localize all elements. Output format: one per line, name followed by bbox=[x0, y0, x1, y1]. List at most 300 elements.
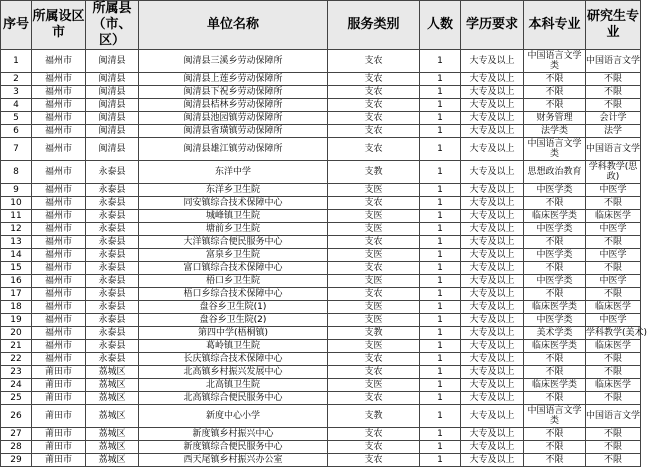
cell-county: 荔城区 bbox=[86, 379, 139, 392]
cell-headcount: 1 bbox=[420, 73, 461, 86]
cell-serial: 5 bbox=[1, 112, 32, 125]
cell-serial: 18 bbox=[1, 301, 32, 314]
cell-education: 大专及以上 bbox=[461, 314, 524, 327]
cell-education: 大专及以上 bbox=[461, 86, 524, 99]
cell-county: 永泰县 bbox=[86, 223, 139, 236]
cell-unit: 北高镇乡村振兴发展中心 bbox=[139, 366, 328, 379]
cell-headcount: 1 bbox=[420, 161, 461, 184]
header-county: 所属县（市、区） bbox=[86, 1, 139, 50]
cell-serial: 16 bbox=[1, 275, 32, 288]
cell-graduate-major: 临床医学 bbox=[586, 210, 641, 223]
cell-headcount: 1 bbox=[420, 314, 461, 327]
header-service-type: 服务类别 bbox=[328, 1, 420, 50]
cell-service-type: 支农 bbox=[328, 353, 420, 366]
cell-county: 永泰县 bbox=[86, 184, 139, 197]
cell-education: 大专及以上 bbox=[461, 197, 524, 210]
cell-service-type: 支农 bbox=[328, 441, 420, 454]
table-row bbox=[1, 50, 641, 73]
cell-education: 大专及以上 bbox=[461, 138, 524, 161]
cell-county: 闽清县 bbox=[86, 86, 139, 99]
table-row bbox=[1, 340, 641, 353]
cell-graduate-major: 中国语言文学 bbox=[586, 405, 641, 428]
cell-education: 大专及以上 bbox=[461, 340, 524, 353]
cell-serial: 24 bbox=[1, 379, 32, 392]
cell-serial: 14 bbox=[1, 249, 32, 262]
cell-county: 永泰县 bbox=[86, 275, 139, 288]
cell-unit: 城峰镇卫生院 bbox=[139, 210, 328, 223]
cell-graduate-major: 不限 bbox=[586, 73, 641, 86]
cell-serial: 10 bbox=[1, 197, 32, 210]
cell-headcount: 1 bbox=[420, 210, 461, 223]
cell-bachelor-major: 不限 bbox=[524, 288, 586, 301]
cell-county: 永泰县 bbox=[86, 353, 139, 366]
cell-city: 福州市 bbox=[32, 112, 86, 125]
cell-service-type: 支农 bbox=[328, 73, 420, 86]
table-row bbox=[1, 275, 641, 288]
cell-headcount: 1 bbox=[420, 340, 461, 353]
table-row bbox=[1, 86, 641, 99]
cell-city: 福州市 bbox=[32, 73, 86, 86]
cell-education: 大专及以上 bbox=[461, 441, 524, 454]
cell-county: 荔城区 bbox=[86, 392, 139, 405]
cell-serial: 1 bbox=[1, 50, 32, 73]
cell-county: 永泰县 bbox=[86, 161, 139, 184]
cell-headcount: 1 bbox=[420, 379, 461, 392]
cell-graduate-major: 不限 bbox=[586, 197, 641, 210]
cell-service-type: 支农 bbox=[328, 86, 420, 99]
cell-service-type: 支教 bbox=[328, 161, 420, 184]
table-row bbox=[1, 379, 641, 392]
cell-headcount: 1 bbox=[420, 353, 461, 366]
cell-unit: 新度镇综合便民服务中心 bbox=[139, 441, 328, 454]
cell-city: 福州市 bbox=[32, 340, 86, 353]
table-row bbox=[1, 314, 641, 327]
cell-education: 大专及以上 bbox=[461, 301, 524, 314]
cell-unit: 同安镇综合技术保障中心 bbox=[139, 197, 328, 210]
table-row bbox=[1, 99, 641, 112]
cell-city: 福州市 bbox=[32, 161, 86, 184]
cell-county: 永泰县 bbox=[86, 262, 139, 275]
cell-education: 大专及以上 bbox=[461, 249, 524, 262]
cell-headcount: 1 bbox=[420, 454, 461, 467]
cell-unit: 新度镇乡村振兴中心 bbox=[139, 428, 328, 441]
cell-education: 大专及以上 bbox=[461, 210, 524, 223]
cell-service-type: 支医 bbox=[328, 210, 420, 223]
cell-bachelor-major: 中国语言文学类 bbox=[524, 405, 586, 428]
cell-graduate-major: 学科教学(美术) bbox=[586, 327, 647, 338]
cell-serial: 22 bbox=[1, 353, 32, 366]
cell-unit: 新度中心小学 bbox=[139, 405, 328, 428]
cell-service-type: 支医 bbox=[328, 379, 420, 392]
cell-service-type: 支医 bbox=[328, 314, 420, 327]
cell-county: 闽清县 bbox=[86, 50, 139, 73]
cell-county: 闽清县 bbox=[86, 138, 139, 161]
cell-city: 福州市 bbox=[32, 262, 86, 275]
cell-unit: 第四中学(梧桐镇) bbox=[139, 327, 328, 340]
cell-unit: 东洋中学 bbox=[139, 161, 328, 184]
cell-headcount: 1 bbox=[420, 50, 461, 73]
cell-serial: 28 bbox=[1, 441, 32, 454]
cell-education: 大专及以上 bbox=[461, 112, 524, 125]
cell-county: 永泰县 bbox=[86, 197, 139, 210]
table-row bbox=[1, 262, 641, 275]
cell-bachelor-major: 中国语言文学类 bbox=[524, 50, 586, 73]
header-graduate-major: 研究生专业 bbox=[586, 1, 641, 50]
cell-service-type: 支农 bbox=[328, 454, 420, 467]
cell-city: 福州市 bbox=[32, 301, 86, 314]
cell-bachelor-major: 不限 bbox=[524, 366, 586, 379]
cell-bachelor-major: 中医学类 bbox=[524, 184, 586, 197]
cell-graduate-major: 中国语言文学 bbox=[586, 50, 641, 73]
cell-unit: 闽清县桔林乡劳动保障所 bbox=[139, 99, 328, 112]
cell-graduate-major: 中医学 bbox=[586, 314, 641, 327]
cell-education: 大专及以上 bbox=[461, 161, 524, 184]
cell-bachelor-major: 不限 bbox=[524, 428, 586, 441]
cell-bachelor-major: 法学类 bbox=[524, 125, 586, 138]
table-row bbox=[1, 454, 641, 467]
header-bachelor-major: 本科专业 bbox=[524, 1, 586, 50]
cell-headcount: 1 bbox=[420, 86, 461, 99]
cell-county: 闽清县 bbox=[86, 112, 139, 125]
cell-county: 永泰县 bbox=[86, 249, 139, 262]
cell-graduate-major: 临床医学 bbox=[586, 301, 641, 314]
cell-county: 永泰县 bbox=[86, 301, 139, 314]
cell-graduate-major: 临床医学 bbox=[586, 340, 641, 353]
cell-graduate-major: 不限 bbox=[586, 441, 641, 454]
cell-serial: 2 bbox=[1, 73, 32, 86]
cell-county: 闽清县 bbox=[86, 73, 139, 86]
cell-service-type: 支农 bbox=[328, 50, 420, 73]
cell-serial: 27 bbox=[1, 428, 32, 441]
header-serial: 序号 bbox=[1, 1, 32, 50]
cell-city: 福州市 bbox=[32, 236, 86, 249]
cell-city: 福州市 bbox=[32, 197, 86, 210]
cell-education: 大专及以上 bbox=[461, 73, 524, 86]
cell-graduate-major: 不限 bbox=[586, 428, 641, 441]
cell-serial: 25 bbox=[1, 392, 32, 405]
cell-headcount: 1 bbox=[420, 405, 461, 428]
cell-service-type: 支农 bbox=[328, 428, 420, 441]
cell-service-type: 支农 bbox=[328, 288, 420, 301]
cell-education: 大专及以上 bbox=[461, 366, 524, 379]
cell-graduate-major: 不限 bbox=[586, 99, 641, 112]
cell-service-type: 支医 bbox=[328, 340, 420, 353]
cell-unit: 塘前乡卫生院 bbox=[139, 223, 328, 236]
cell-graduate-major: 不限 bbox=[586, 236, 641, 249]
cell-county: 闽清县 bbox=[86, 99, 139, 112]
cell-headcount: 1 bbox=[420, 138, 461, 161]
cell-unit: 北高镇综合便民服务中心 bbox=[139, 392, 328, 405]
cell-bachelor-major: 中医学类 bbox=[524, 275, 586, 288]
cell-service-type: 支农 bbox=[328, 236, 420, 249]
cell-graduate-major: 中医学 bbox=[586, 275, 641, 288]
table-row bbox=[1, 184, 641, 197]
cell-unit: 梧口乡卫生院 bbox=[139, 275, 328, 288]
cell-service-type: 支农 bbox=[328, 197, 420, 210]
header-headcount: 人数 bbox=[420, 1, 461, 50]
cell-serial: 8 bbox=[1, 161, 32, 184]
cell-bachelor-major: 不限 bbox=[524, 197, 586, 210]
cell-graduate-major: 会计学 bbox=[586, 112, 641, 125]
cell-unit: 大洋镇综合便民服务中心 bbox=[139, 236, 328, 249]
cell-county: 永泰县 bbox=[86, 210, 139, 223]
header-unit: 单位名称 bbox=[139, 1, 328, 50]
cell-county: 荔城区 bbox=[86, 405, 139, 428]
table-row bbox=[1, 138, 641, 161]
cell-headcount: 1 bbox=[420, 112, 461, 125]
cell-unit: 富口镇综合技术保障中心 bbox=[139, 262, 328, 275]
cell-unit: 闽清县雄江镇劳动保障所 bbox=[139, 138, 328, 161]
cell-unit: 闽清县下祝乡劳动保障所 bbox=[139, 86, 328, 99]
cell-unit: 闽清县上莲乡劳动保障所 bbox=[139, 73, 328, 86]
cell-service-type: 支农 bbox=[328, 99, 420, 112]
cell-county: 永泰县 bbox=[86, 288, 139, 301]
cell-serial: 21 bbox=[1, 340, 32, 353]
cell-service-type: 支医 bbox=[328, 223, 420, 236]
cell-headcount: 1 bbox=[420, 327, 461, 340]
cell-graduate-major: 不限 bbox=[586, 392, 641, 405]
cell-unit: 西天尾镇乡村振兴办公室 bbox=[139, 454, 328, 467]
cell-service-type: 支医 bbox=[328, 249, 420, 262]
cell-city: 福州市 bbox=[32, 327, 86, 340]
cell-education: 大专及以上 bbox=[461, 223, 524, 236]
cell-unit: 闽清县池园镇劳动保障所 bbox=[139, 112, 328, 125]
cell-education: 大专及以上 bbox=[461, 236, 524, 249]
cell-serial: 6 bbox=[1, 125, 32, 138]
cell-city: 福州市 bbox=[32, 50, 86, 73]
cell-bachelor-major: 不限 bbox=[524, 262, 586, 275]
cell-education: 大专及以上 bbox=[461, 327, 524, 340]
cell-bachelor-major: 不限 bbox=[524, 236, 586, 249]
cell-education: 大专及以上 bbox=[461, 262, 524, 275]
header-city: 所属设区市 bbox=[32, 1, 86, 50]
cell-education: 大专及以上 bbox=[461, 454, 524, 467]
cell-unit: 长庆镇综合技术保障中心 bbox=[139, 353, 328, 366]
cell-unit: 北高镇卫生院 bbox=[139, 379, 328, 392]
cell-county: 荔城区 bbox=[86, 428, 139, 441]
table-row bbox=[1, 301, 641, 314]
cell-education: 大专及以上 bbox=[461, 50, 524, 73]
cell-bachelor-major: 不限 bbox=[524, 353, 586, 366]
cell-graduate-major: 不限 bbox=[586, 86, 641, 99]
cell-city: 莆田市 bbox=[32, 379, 86, 392]
cell-bachelor-major: 不限 bbox=[524, 99, 586, 112]
cell-city: 福州市 bbox=[32, 314, 86, 327]
cell-unit: 闽清县省璜镇劳动保障所 bbox=[139, 125, 328, 138]
cell-serial: 29 bbox=[1, 454, 32, 467]
cell-county: 永泰县 bbox=[86, 327, 139, 340]
cell-headcount: 1 bbox=[420, 275, 461, 288]
cell-city: 莆田市 bbox=[32, 428, 86, 441]
cell-bachelor-major: 临床医学类 bbox=[524, 379, 586, 392]
cell-county: 荔城区 bbox=[86, 366, 139, 379]
cell-headcount: 1 bbox=[420, 197, 461, 210]
cell-city: 福州市 bbox=[32, 99, 86, 112]
cell-headcount: 1 bbox=[420, 441, 461, 454]
cell-serial: 4 bbox=[1, 99, 32, 112]
cell-bachelor-major: 不限 bbox=[524, 454, 586, 467]
table-row bbox=[1, 428, 641, 441]
cell-graduate-major: 学科教学(思政) bbox=[586, 161, 641, 184]
cell-education: 大专及以上 bbox=[461, 288, 524, 301]
cell-bachelor-major: 思想政治教育 bbox=[524, 161, 586, 184]
cell-bachelor-major: 中医学类 bbox=[524, 249, 586, 262]
cell-bachelor-major: 临床医学类 bbox=[524, 210, 586, 223]
cell-service-type: 支农 bbox=[328, 366, 420, 379]
cell-serial: 3 bbox=[1, 86, 32, 99]
table-row bbox=[1, 392, 641, 405]
cell-bachelor-major: 临床医学类 bbox=[524, 301, 586, 314]
table-row bbox=[1, 327, 641, 340]
cell-bachelor-major: 不限 bbox=[524, 86, 586, 99]
cell-service-type: 支教 bbox=[328, 405, 420, 428]
cell-city: 福州市 bbox=[32, 184, 86, 197]
cell-city: 莆田市 bbox=[32, 405, 86, 428]
table-row bbox=[1, 210, 641, 223]
cell-city: 福州市 bbox=[32, 125, 86, 138]
cell-headcount: 1 bbox=[420, 125, 461, 138]
cell-county: 荔城区 bbox=[86, 454, 139, 467]
cell-service-type: 支农 bbox=[328, 138, 420, 161]
cell-serial: 7 bbox=[1, 138, 32, 161]
cell-graduate-major: 中国语言文学 bbox=[586, 138, 641, 161]
cell-service-type: 支农 bbox=[328, 125, 420, 138]
cell-graduate-major: 不限 bbox=[586, 366, 641, 379]
cell-county: 荔城区 bbox=[86, 441, 139, 454]
cell-city: 福州市 bbox=[32, 249, 86, 262]
cell-service-type: 支医 bbox=[328, 301, 420, 314]
cell-education: 大专及以上 bbox=[461, 392, 524, 405]
cell-bachelor-major: 财务管理 bbox=[524, 112, 586, 125]
cell-serial: 20 bbox=[1, 327, 32, 340]
cell-serial: 13 bbox=[1, 236, 32, 249]
cell-headcount: 1 bbox=[420, 184, 461, 197]
table-row bbox=[1, 73, 641, 86]
cell-unit: 盘谷乡卫生院(1) bbox=[139, 301, 328, 314]
cell-county: 永泰县 bbox=[86, 236, 139, 249]
cell-bachelor-major: 美术学类 bbox=[524, 327, 586, 340]
cell-city: 福州市 bbox=[32, 210, 86, 223]
cell-graduate-major: 中医学 bbox=[586, 223, 641, 236]
cell-education: 大专及以上 bbox=[461, 353, 524, 366]
cell-headcount: 1 bbox=[420, 99, 461, 112]
cell-graduate-major: 不限 bbox=[586, 262, 641, 275]
cell-county: 闽清县 bbox=[86, 125, 139, 138]
cell-education: 大专及以上 bbox=[461, 125, 524, 138]
cell-headcount: 1 bbox=[420, 288, 461, 301]
table-row bbox=[1, 236, 641, 249]
table-row bbox=[1, 366, 641, 379]
cell-headcount: 1 bbox=[420, 249, 461, 262]
cell-headcount: 1 bbox=[420, 223, 461, 236]
header-education: 学历要求 bbox=[461, 1, 524, 50]
cell-serial: 15 bbox=[1, 262, 32, 275]
table-row bbox=[1, 161, 641, 184]
cell-bachelor-major: 中医学类 bbox=[524, 223, 586, 236]
cell-service-type: 支农 bbox=[328, 392, 420, 405]
cell-graduate-major: 中医学 bbox=[586, 249, 641, 262]
table-row bbox=[1, 288, 641, 301]
cell-graduate-major: 中医学 bbox=[586, 184, 641, 197]
cell-city: 莆田市 bbox=[32, 392, 86, 405]
cell-graduate-major: 不限 bbox=[586, 288, 641, 301]
cell-serial: 12 bbox=[1, 223, 32, 236]
cell-education: 大专及以上 bbox=[461, 405, 524, 428]
cell-city: 莆田市 bbox=[32, 441, 86, 454]
table-row bbox=[1, 125, 641, 138]
cell-bachelor-major: 不限 bbox=[524, 73, 586, 86]
table-row bbox=[1, 112, 641, 125]
cell-education: 大专及以上 bbox=[461, 99, 524, 112]
table-row bbox=[1, 353, 641, 366]
table-row bbox=[1, 249, 641, 262]
cell-bachelor-major: 不限 bbox=[524, 392, 586, 405]
cell-serial: 23 bbox=[1, 366, 32, 379]
cell-bachelor-major: 不限 bbox=[524, 441, 586, 454]
cell-city: 莆田市 bbox=[32, 454, 86, 467]
cell-serial: 17 bbox=[1, 288, 32, 301]
cell-headcount: 1 bbox=[420, 262, 461, 275]
cell-headcount: 1 bbox=[420, 301, 461, 314]
cell-unit: 闽清县三溪乡劳动保障所 bbox=[139, 50, 328, 73]
cell-city: 福州市 bbox=[32, 223, 86, 236]
cell-serial: 26 bbox=[1, 405, 32, 428]
cell-education: 大专及以上 bbox=[461, 275, 524, 288]
cell-city: 福州市 bbox=[32, 138, 86, 161]
cell-headcount: 1 bbox=[420, 236, 461, 249]
cell-graduate-major: 临床医学 bbox=[586, 379, 641, 392]
cell-headcount: 1 bbox=[420, 366, 461, 379]
table-row bbox=[1, 223, 641, 236]
cell-graduate-major: 不限 bbox=[586, 454, 641, 467]
cell-serial: 9 bbox=[1, 184, 32, 197]
cell-service-type: 支农 bbox=[328, 112, 420, 125]
cell-service-type: 支医 bbox=[328, 184, 420, 197]
cell-unit: 东洋乡卫生院 bbox=[139, 184, 328, 197]
cell-unit: 葛岭镇卫生院 bbox=[139, 340, 328, 353]
cell-service-type: 支教 bbox=[328, 327, 420, 340]
header-row bbox=[1, 1, 641, 50]
cell-service-type: 支农 bbox=[328, 262, 420, 275]
cell-bachelor-major: 中国语言文学类 bbox=[524, 138, 586, 161]
cell-county: 永泰县 bbox=[86, 340, 139, 353]
cell-education: 大专及以上 bbox=[461, 379, 524, 392]
cell-headcount: 1 bbox=[420, 428, 461, 441]
table-row bbox=[1, 405, 641, 428]
cell-bachelor-major: 中医学类 bbox=[524, 314, 586, 327]
cell-unit: 富泉乡卫生院 bbox=[139, 249, 328, 262]
cell-unit: 盘谷乡卫生院(2) bbox=[139, 314, 328, 327]
cell-unit: 梧口乡综合技术保障中心 bbox=[139, 288, 328, 301]
cell-city: 莆田市 bbox=[32, 366, 86, 379]
cell-graduate-major: 法学 bbox=[586, 125, 641, 138]
cell-service-type: 支医 bbox=[328, 275, 420, 288]
cell-education: 大专及以上 bbox=[461, 184, 524, 197]
cell-city: 福州市 bbox=[32, 288, 86, 301]
cell-graduate-major: 不限 bbox=[586, 353, 641, 366]
cell-city: 福州市 bbox=[32, 86, 86, 99]
cell-bachelor-major: 临床医学类 bbox=[524, 340, 586, 353]
cell-county: 永泰县 bbox=[86, 314, 139, 327]
cell-education: 大专及以上 bbox=[461, 428, 524, 441]
table-row bbox=[1, 441, 641, 454]
cell-serial: 19 bbox=[1, 314, 32, 327]
table-row bbox=[1, 197, 641, 210]
cell-city: 福州市 bbox=[32, 275, 86, 288]
cell-city: 福州市 bbox=[32, 353, 86, 366]
cell-headcount: 1 bbox=[420, 392, 461, 405]
cell-serial: 11 bbox=[1, 210, 32, 223]
